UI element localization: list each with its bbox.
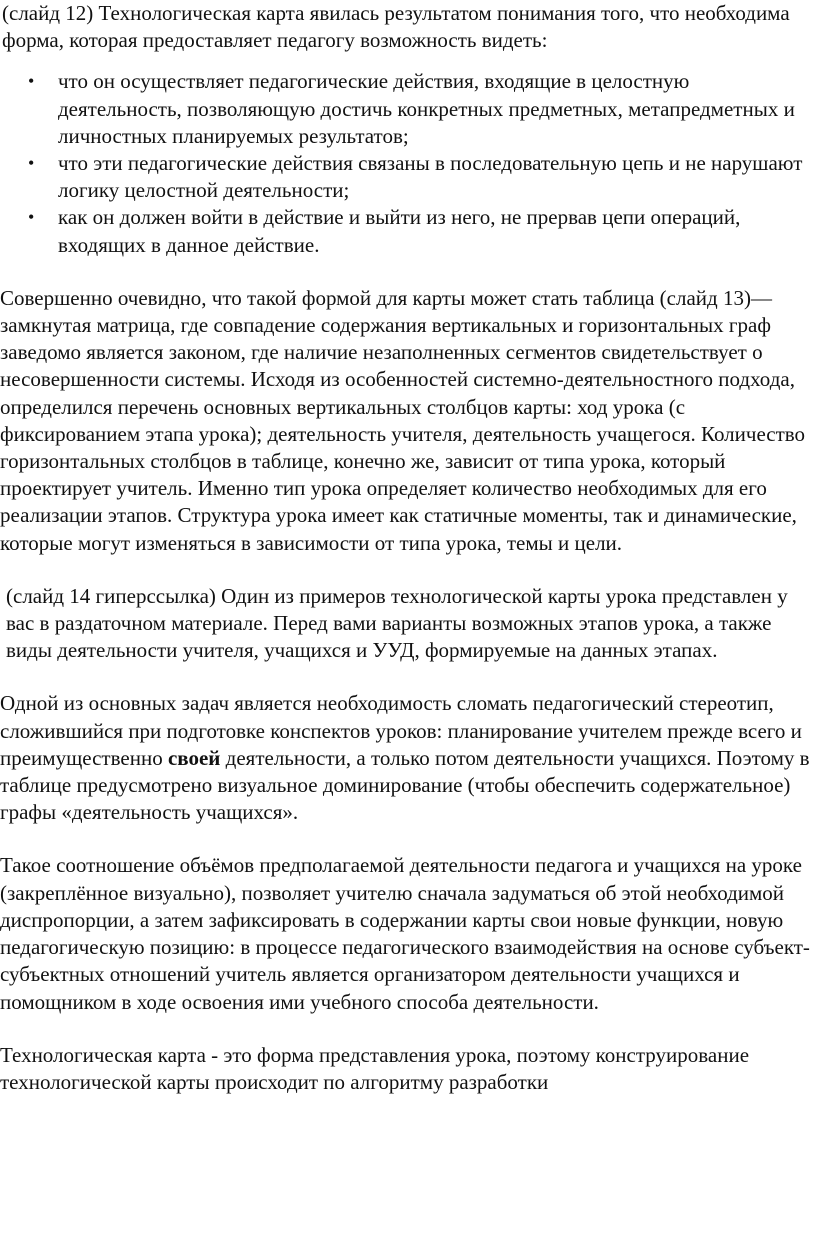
paragraph-definition: Технологическая карта - это форма представления урока, поэтому конструирование технологической карты происходит по алгоритму разработки [0,1042,750,1094]
list-item-text: что эти педагогические действия связаны в последовательную цепь и не нарушают логику целостной деятельности; [58,151,803,203]
paragraph-table-matrix: Совершенно очевидно, что такой формой для карты может стать таблица (слайд 13)— замкнутая матрица, где совпадение содержания вертикальных и горизонтальных граф заведомо является законом, где наличие незаполненных сегментов свидетельствует о несовершенности системы. Исходя из особенностей системно-деятельностного подхода, определился перечень основных вертикальных столбцов карты: ход урока (с фиксированием этапа урока); деятельность учителя, деятельность учащегося. Количество горизонтальных столбцов в таблице, конечно же, зависит от типа урока, который проектирует учитель. Именно тип урока определяет количество необходимых для его реализации этапов. Структура урока имеет как статичные моменты, так и динамические, которые могут изменяться в зависимости от типа урока, темы и цели. [0,285,806,555]
paragraph-stereotype-bold: своей [167,745,221,770]
list-item [0,204,816,258]
bullet-icon: • [28,153,35,174]
paragraph-proportion: Такое соотношение объёмов предполагаемой деятельности педагога и учащихся на уроке (закреплённое визуально), позволяет учителю сначала задуматься об этой необходимой диспропорции, а затем зафиксировать в содержании карты свои новые функции, новую педагогическую позицию: в процессе педагогического взаимодействия на основе субъект-субъектных отношений учитель является организатором деятельности учащихся и помощником в ходе освоения ими учебного способа деятельности. [0,853,810,1014]
bullet-icon: • [28,71,35,92]
list-item [0,150,816,204]
bullet-icon: • [28,207,35,228]
list-item-text: как он должен войти в действие и выйти из него, не прервав цепи операций, входящих в данное действие. [58,205,741,257]
paragraph-stereotype [0,690,816,826]
paragraph-stereotype-after: деятельности, а только потом деятельности учащихся. Поэтому в таблице предусмотрено визуальное доминирование (чтобы обеспечить содержательное) графы «деятельность учащихся». [0,745,810,825]
bullet-list [0,68,816,258]
paragraph-slide-14: (слайд 14 гиперссылка) Один из примеров технологической карты урока представлен у вас в раздаточном материале. Перед вами варианты возможных этапов урока, а также виды деятельности учителя, учащихся и УУД, формируемые на данных этапах. [6,583,788,663]
list-item [0,68,816,150]
list-item-text: что он осуществляет педагогические действия, входящие в целостную деятельность, позволяющую достичь конкретных предметных, метапредметных и личностных планируемых результатов; [58,69,795,148]
paragraph-stereotype-before: Одной из основных задач является необходимость сломать педагогический стереотип, сложившийся при подготовке конспектов уроков: планирование учителем прежде всего и преимущественно [0,691,802,770]
intro-paragraph: (слайд 12) Технологическая карта явилась результатом понимания того, что необходима форма, которая предоставляет педагогу возможность видеть: [2,1,790,53]
